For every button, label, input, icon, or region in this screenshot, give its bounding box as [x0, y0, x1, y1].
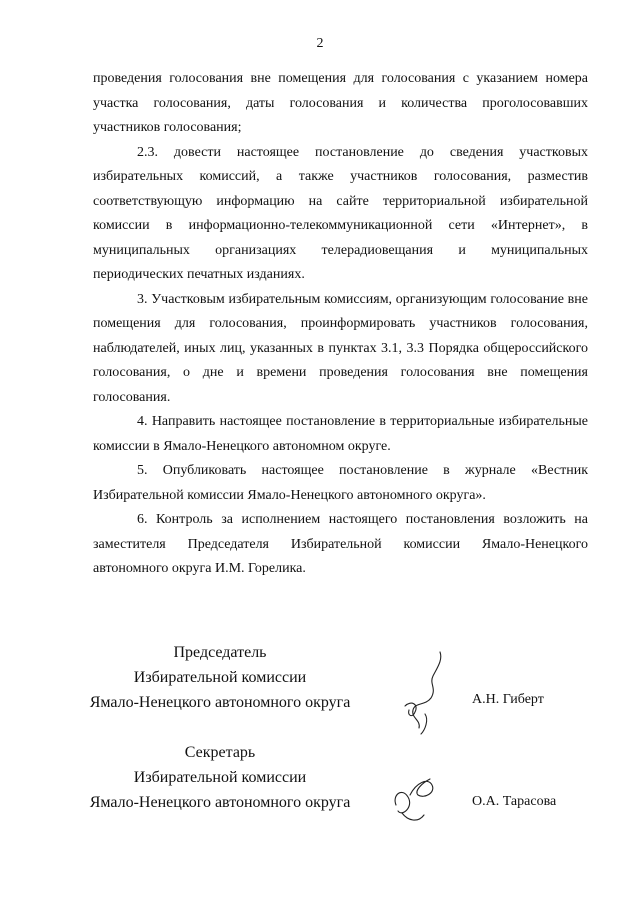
- paragraph-2-3: 2.3. довести настоящее постановление до сведения участковых избирательных комиссий, а также участников голосования, разместив соответствующую информацию на сайте территориальной избирательной комиссии в информационно-телекоммуникационной сети «Интернет», в муниципальных организациях телерадиовещания и муниципальных периодических печатных изданиях.: [93, 144, 588, 282]
- role-title: Председатель: [173, 644, 267, 661]
- secretary-signature: [388, 765, 448, 835]
- role-org: Избирательной комиссии: [133, 769, 307, 786]
- paragraph-4: 4. Направить настоящее постановление в территориальные избирательные комиссии в Ямало-Ненецкого автономном округе.: [93, 414, 588, 454]
- paragraph-continuation: проведения голосования вне помещения для голосования с указанием номера участка голосования, даты голосования и количества проголосовавших участников голосования;: [93, 71, 588, 135]
- signatory-chairman-role: [85, 640, 355, 715]
- role-title: Секретарь: [184, 744, 256, 761]
- document-body: [93, 67, 588, 582]
- signatory-secretary-role: [85, 740, 355, 815]
- role-region: Ямало-Ненецкого автономного округа: [89, 694, 351, 711]
- paragraph-5: 5. Опубликовать настоящее постановление в журнале «Вестник Избирательной комиссии Ямало-Ненецкого автономного округа».: [93, 463, 588, 503]
- role-org: Избирательной комиссии: [133, 669, 307, 686]
- paragraph-6: 6. Контроль за исполнением настоящего постановления возложить на заместителя Председателя Избирательной комиссии Ямало-Ненецкого автономного округа И.М. Горелика.: [93, 512, 588, 576]
- signatory-secretary-name: О.А. Тарасова: [472, 794, 557, 809]
- signatory-chairman-name: А.Н. Гиберт: [472, 692, 544, 707]
- chairman-signature: [385, 648, 455, 738]
- page-number: 2: [316, 36, 324, 51]
- paragraph-3: 3. Участковым избирательным комиссиям, организующим голосование вне помещения для голосования, проинформировать участников голосования, наблюдателей, иных лиц, указанных в пунктах 3.1, 3.3 Порядка общероссийского голосования, о дне и времени проведения голосования вне помещения голосования.: [93, 291, 588, 405]
- role-region: Ямало-Ненецкого автономного округа: [89, 794, 351, 811]
